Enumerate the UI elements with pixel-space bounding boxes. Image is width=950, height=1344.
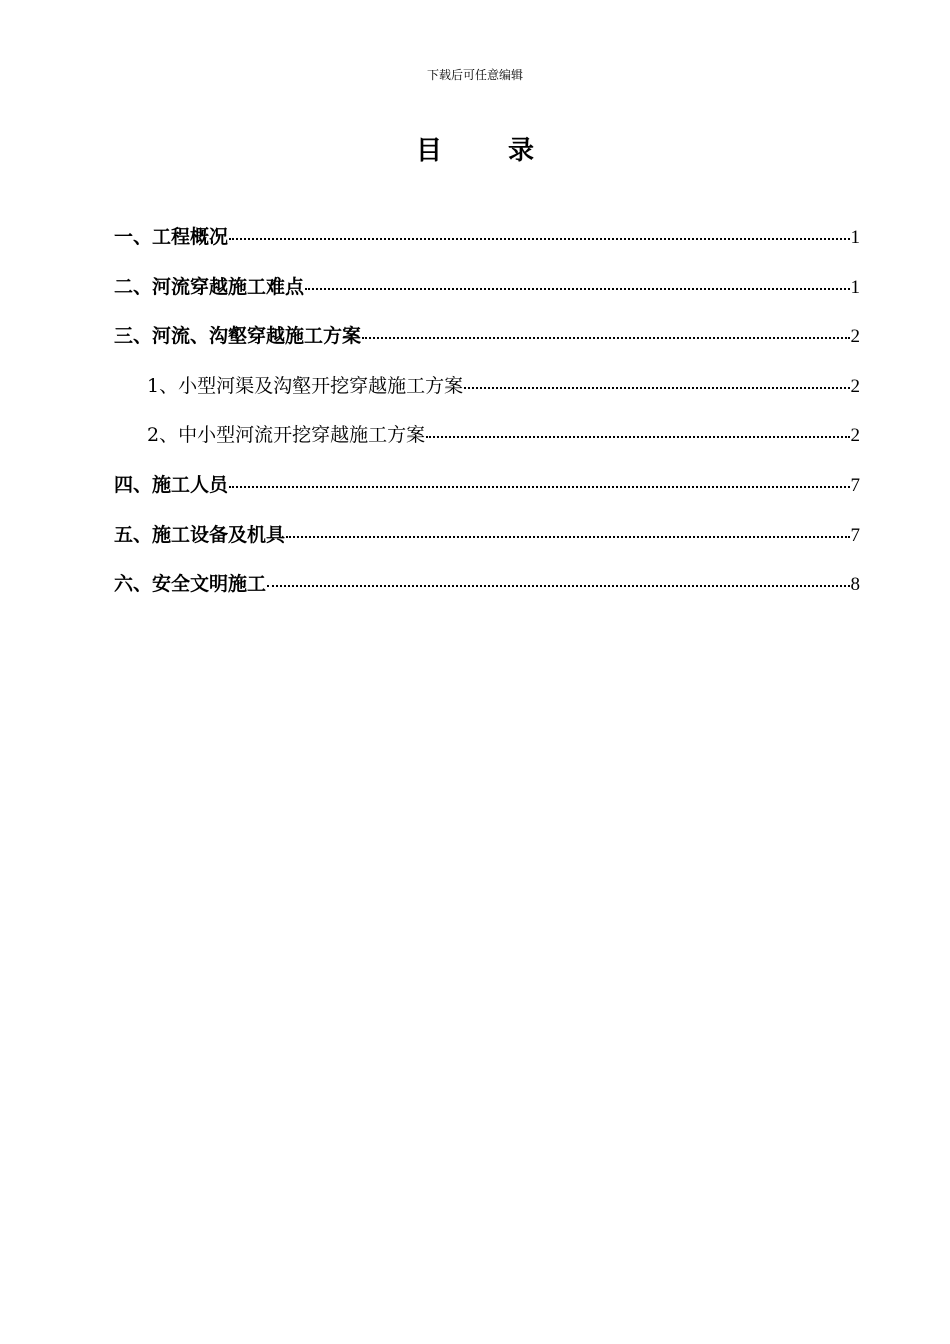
toc-dot-leader [426,421,849,441]
toc-entry-label: 六、安全文明施工 [114,573,267,596]
toc-entry-label: 四、施工人员 [114,473,229,496]
toc-entry[interactable] [114,518,860,568]
toc-dot-leader [305,273,849,293]
toc-entry-page: 7 [850,524,860,546]
toc-title [0,130,950,167]
toc-dot-leader [229,223,849,243]
toc-list [114,220,860,617]
toc-entry[interactable] [114,319,860,369]
toc-title-right: 录 [508,136,535,166]
toc-entry-page: 7 [850,474,860,496]
toc-entry-label: 三、河流、沟壑穿越施工方案 [114,325,362,348]
toc-entry[interactable] [114,270,860,320]
toc-subentry[interactable] [114,369,860,419]
toc-entry-label: 一、工程概况 [114,226,229,248]
toc-dot-leader [286,521,849,541]
toc-entry-page: 2 [850,425,860,447]
toc-dot-leader [362,322,849,342]
toc-entry[interactable] [114,220,860,270]
toc-entry-label: 1、小型河渠及沟壑开挖穿越施工方案 [147,374,464,397]
toc-dot-leader [229,471,849,491]
header-note: 下载后可任意编辑 [426,68,523,82]
toc-entry-label: 二、河流穿越施工难点 [114,275,305,298]
toc-dot-leader [267,570,849,590]
toc-entry-label: 五、施工设备及机具 [114,523,286,546]
toc-entry[interactable] [114,567,860,617]
toc-title-left: 目 [415,136,442,166]
toc-entry-label: 2、中小型河流开挖穿越施工方案 [147,424,426,447]
toc-entry-page: 1 [850,276,860,298]
toc-dot-leader [464,372,849,392]
toc-entry-page: 2 [850,326,860,348]
toc-entry-page: 1 [850,227,860,248]
toc-entry-page: 8 [850,574,860,596]
toc-subentry[interactable] [114,418,860,468]
toc-entry[interactable] [114,468,860,518]
toc-entry-page: 2 [850,375,860,397]
